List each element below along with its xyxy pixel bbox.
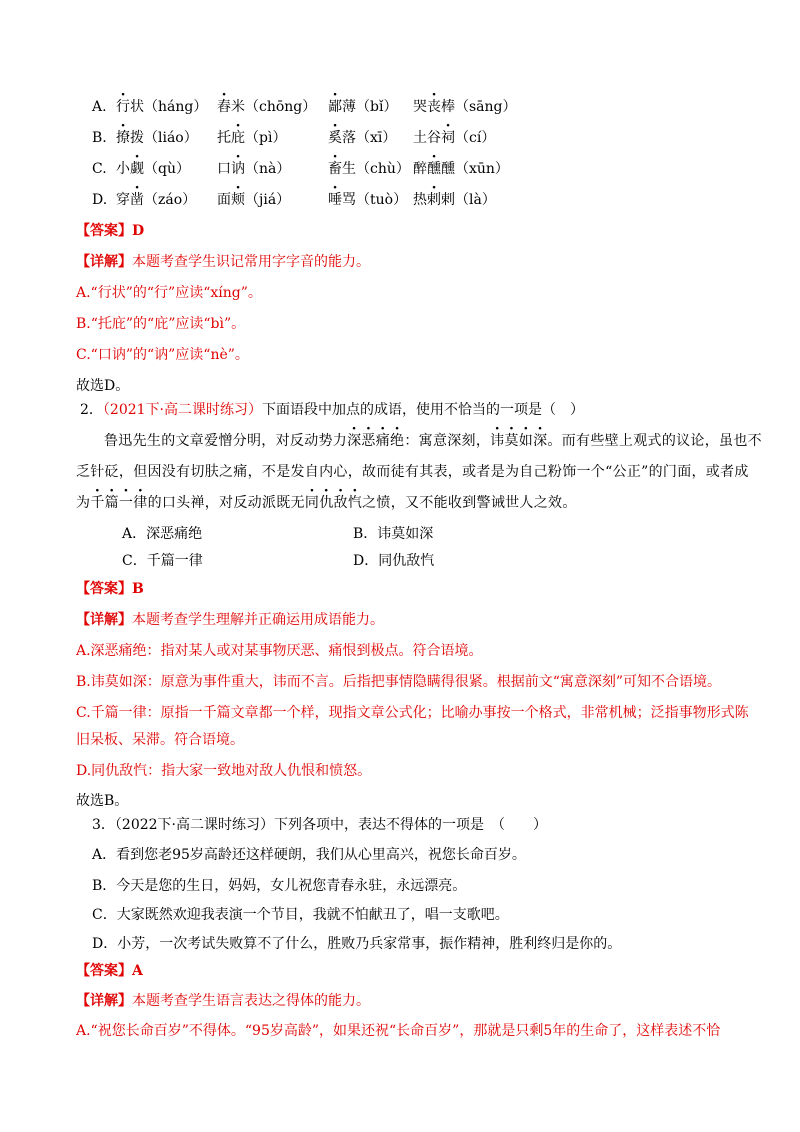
dotted-idiom	[90, 495, 147, 511]
q1-option-item	[413, 159, 509, 179]
passage-line	[76, 493, 577, 513]
q1-option-letter: A.	[92, 99, 107, 115]
q2-option-a: A．深恶痛绝	[122, 526, 203, 542]
item-prefix: 面	[217, 192, 231, 208]
q1-option-letter: B.	[92, 130, 107, 146]
q1-option-item	[116, 128, 198, 148]
q2-explain-d: D.同仇敌忾：指大家一致地对敌人仇恨和愤怒。	[76, 763, 372, 779]
item-suffix: 状（háng）	[130, 99, 208, 115]
answer-label: 【答案】	[76, 223, 132, 239]
dotted-character: 剌	[427, 192, 441, 208]
q2-option-c: C．千篇一律	[122, 553, 203, 569]
q2-option-d: D．同仇敌忾	[353, 553, 435, 569]
q1-option-item	[328, 159, 410, 179]
q3-option-a: A．看到您老95岁高龄还这样硬朗，我们从心里高兴，祝您长命百岁。	[92, 847, 526, 863]
q2-explain-a: A.深恶痛绝：指对某人或对某事物厌恶、痛恨到极点。符合语境。	[76, 643, 483, 659]
q2-explain-c-cont: 旧呆板、呆滞。符合语境。	[76, 732, 244, 748]
detail-text: 本题考查学生语言表达之得体的能力。	[132, 993, 370, 1009]
item-prefix: 穿	[116, 192, 130, 208]
item-suffix: 米（chōng）	[231, 99, 317, 115]
passage-text: ：寓意深刻，	[404, 433, 491, 449]
dotted-idiom	[347, 433, 404, 449]
q3-option-c: C．大家既然欢迎我表演一个节目，我就不怕献丑了，唱一支歌吧。	[92, 907, 509, 923]
dotted-character: 忾	[347, 495, 363, 511]
dotted-character: 觑	[130, 161, 144, 177]
q2-header	[80, 400, 584, 420]
item-prefix: 托	[217, 130, 231, 146]
passage-text: 之愤，又不能收到警诫世人之效。	[362, 495, 577, 511]
item-suffix: （cí）	[455, 130, 496, 146]
dotted-character: 祠	[441, 130, 455, 146]
dotted-idiom	[305, 495, 362, 511]
q1-option-item	[217, 128, 286, 148]
passage-text: 的口头禅，对反动派既无	[147, 495, 305, 511]
q2-conclusion: 故选B。	[76, 793, 129, 809]
passage-line	[104, 431, 762, 451]
dotted-character: 庇	[231, 130, 245, 146]
dotted-character: 律	[133, 495, 148, 511]
dotted-character: 讷	[231, 161, 245, 177]
dotted-character: 畜	[328, 161, 342, 177]
q1-detail	[76, 252, 370, 272]
dotted-character: 同	[304, 495, 320, 511]
item-suffix: 棒（sāng）	[441, 99, 517, 115]
q1-option-item	[116, 190, 196, 210]
item-suffix: 薄（bǐ）	[342, 99, 398, 115]
answer-label: 【答案】	[76, 581, 132, 597]
q1-option-item	[413, 190, 496, 210]
passage-text: 为	[76, 495, 91, 511]
item-suffix: （nà）	[245, 161, 291, 177]
q2-answer	[76, 579, 144, 599]
q1-option-item	[413, 128, 495, 148]
question-number: 3．	[92, 817, 115, 833]
item-suffix: 生（chù）	[342, 161, 410, 177]
item-suffix: 醺（xūn）	[441, 161, 509, 177]
q1-option-item	[217, 190, 290, 210]
item-suffix: 落（xī）	[342, 130, 397, 146]
dotted-character: 绝	[390, 433, 405, 449]
passage-line	[76, 462, 749, 482]
q3-header	[92, 815, 547, 835]
question-source: （2021下·高二课时练习）	[102, 402, 263, 418]
question-text: 下面语段中加点的成语，使用不恰当的一项是（ ）	[262, 402, 585, 418]
q3-answer	[76, 961, 143, 981]
q1-conclusion: 故选D。	[76, 378, 130, 394]
item-suffix: 剌（là）	[441, 192, 496, 208]
detail-label: 【详解】	[76, 254, 132, 270]
q2-detail	[76, 610, 384, 630]
dotted-character: 如	[518, 433, 534, 449]
q2-option-b: B．讳莫如深	[353, 526, 434, 542]
q1-option-item	[413, 97, 517, 117]
dotted-character: 醺	[427, 161, 441, 177]
dotted-character: 撩	[116, 130, 130, 146]
dotted-idiom	[490, 433, 547, 449]
q1-answer	[76, 221, 144, 241]
dotted-character: 篇	[104, 495, 119, 511]
detail-label: 【详解】	[76, 612, 132, 628]
q1-option-letter: D.	[92, 192, 108, 208]
dotted-character: 行	[116, 99, 130, 115]
answer-value: D	[132, 223, 145, 239]
dotted-character: 敌	[333, 495, 348, 511]
dotted-character: 仇	[319, 495, 334, 511]
q1-explain-a: A.“行状”的“行”应读“xíng”。	[76, 285, 262, 301]
dotted-character: 奚	[328, 130, 342, 146]
q1-option-item	[328, 128, 396, 148]
item-prefix: 口	[217, 161, 231, 177]
detail-text: 本题考查学生识记常用字字音的能力。	[132, 254, 370, 270]
q1-explain-b: B.“托庇”的“庇”应读“bì”。	[76, 316, 246, 332]
q3-option-d: D．小芳，一次考试失败算不了什么，胜败乃兵家常事，振作精神，胜利终归是你的。	[92, 936, 622, 952]
answer-label: 【答案】	[76, 963, 132, 979]
dotted-character: 痛	[375, 433, 391, 449]
q1-option-item	[116, 159, 190, 179]
q1-option-item	[217, 97, 316, 117]
dotted-character: 舂	[217, 99, 231, 115]
q2-explain-b: B.讳莫如深：原意为事件重大，讳而不言。后指把事情隐瞒得很紧。根据前文“寓意深刻”可知不合语境。	[76, 674, 722, 690]
item-suffix: （qù）	[144, 161, 190, 177]
answer-value: A	[132, 963, 143, 979]
q2-explain-c: C.千篇一律：原指一千篇文章都一个样，现指文章公式化；比喻办事按一个格式，非常机械；泛指事物形式陈	[76, 705, 749, 721]
q3-explain-a: A.“祝您长命百岁”不得体。“95岁高龄”，如果还祝“长命百岁”，那就是只剩5年的生命了，这样表述不恰	[76, 1023, 721, 1039]
dotted-character: 莫	[504, 433, 519, 449]
dotted-character: 凿	[130, 192, 144, 208]
answer-value: B	[132, 581, 144, 597]
item-suffix: 骂（tuò）	[342, 192, 408, 208]
item-prefix: 醉	[413, 161, 427, 177]
q1-explain-c: C.“口讷”的“讷”应读“nè”。	[76, 347, 249, 363]
question-number: 2．	[80, 402, 103, 418]
item-prefix: 小	[116, 161, 130, 177]
dotted-character: 深	[347, 433, 362, 449]
item-suffix: （záo）	[144, 192, 197, 208]
item-suffix: （pì）	[245, 130, 287, 146]
dotted-character: 丧	[427, 99, 441, 115]
q1-option-item	[217, 159, 290, 179]
dotted-character: 讳	[490, 433, 505, 449]
passage-text: 。而有些壁上观式的议论，虽也不	[547, 433, 762, 449]
detail-label: 【详解】	[76, 993, 132, 1009]
dotted-character: 恶	[361, 433, 376, 449]
dotted-character: 唾	[328, 192, 342, 208]
dotted-character: 深	[533, 433, 548, 449]
item-prefix: 土谷	[413, 130, 441, 146]
q1-option-item	[328, 97, 397, 117]
q1-option-letter: C.	[92, 161, 107, 177]
item-prefix: 哭	[413, 99, 427, 115]
q3-option-b: B．今天是您的生日，妈妈，女儿祝您青春永驻，永远漂亮。	[92, 878, 467, 894]
item-prefix: 热	[413, 192, 427, 208]
detail-text: 本题考查学生理解并正确运用成语能力。	[132, 612, 384, 628]
question-text: 下列各项中，表达不得体的一项是 （ ）	[274, 817, 548, 833]
dotted-character: 千	[90, 495, 105, 511]
dotted-character: 鄙	[328, 99, 342, 115]
question-source: （2022下·高二课时练习）	[114, 817, 275, 833]
dotted-character: 一	[118, 495, 134, 511]
passage-text: 鲁迅先生的文章爱憎分明，对反动势力	[104, 433, 348, 449]
q1-option-item	[328, 190, 407, 210]
q1-option-item	[116, 97, 207, 117]
q3-detail	[76, 991, 370, 1011]
dotted-character: 颊	[231, 192, 245, 208]
item-suffix: （jiá）	[245, 192, 291, 208]
passage-text: 乏针砭，但因没有切肤之痛，不是发自内心，故而徒有其表，或者是为自己粉饰一个“公正”的门面，或者成	[76, 464, 749, 480]
item-suffix: 拨（liáo）	[130, 130, 198, 146]
